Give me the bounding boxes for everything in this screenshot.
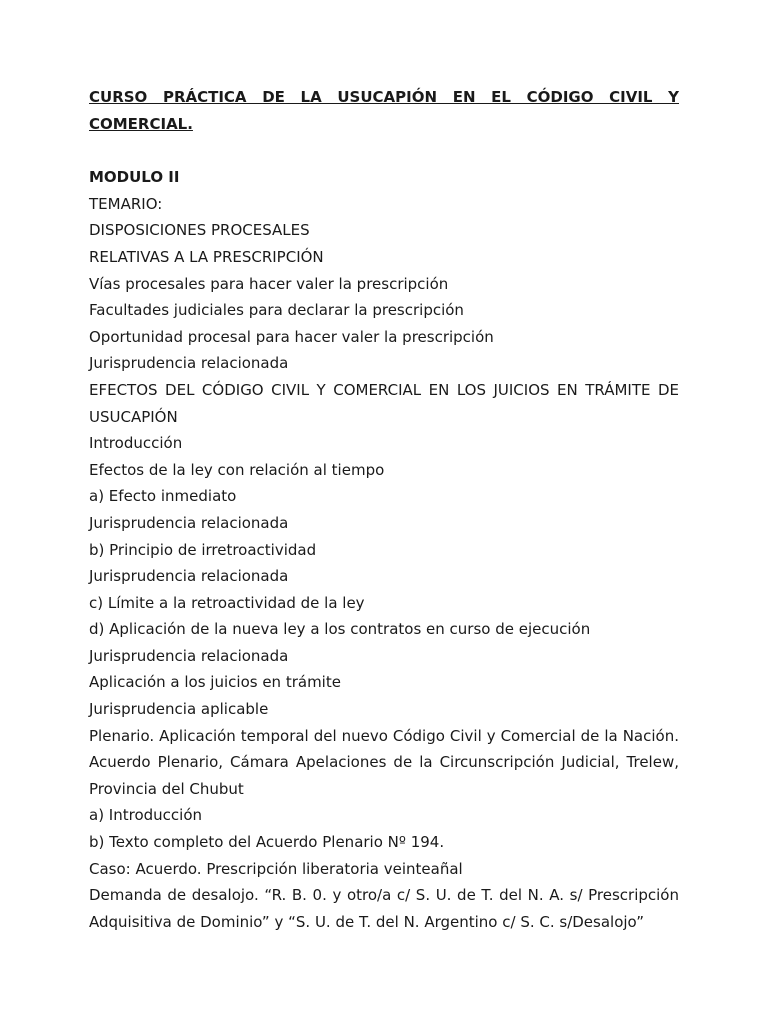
syllabus-line-text: EFECTOS DEL CÓDIGO CIVIL Y COMERCIAL EN LOS JUICIOS EN TRÁMITE DE: [89, 380, 679, 399]
document-page: [89, 84, 679, 935]
syllabus-line: Efectos de la ley con relación al tiempo: [89, 460, 385, 479]
spacer: [89, 137, 679, 164]
syllabus-line: Aplicación a los juicios en trámite: [89, 673, 341, 692]
title-line-1: CURSO PRÁCTICA DE LA USUCAPIÓN EN EL CÓDIGO CIVIL Y: [89, 88, 679, 106]
syllabus-line: [89, 749, 679, 776]
syllabus-line: USUCAPIÓN: [89, 407, 178, 426]
syllabus-line-text: Plenario. Aplicación temporal del nuevo Código Civil y Comercial de la Nación.: [89, 726, 679, 745]
syllabus-line: a) Efecto inmediato: [89, 487, 237, 506]
syllabus-line: b) Texto completo del Acuerdo Plenario Nº 194.: [89, 833, 445, 852]
syllabus-list: [89, 191, 679, 936]
syllabus-line: b) Principio de irretroactividad: [89, 540, 317, 559]
syllabus-line: Caso: Acuerdo. Prescripción liberatoria veinteañal: [89, 859, 463, 878]
syllabus-line: Introducción: [89, 434, 183, 453]
syllabus-line: Jurisprudencia relacionada: [89, 354, 289, 373]
syllabus-line-text: Acuerdo Plenario, Cámara Apelaciones de la Circunscripción Judicial, Trelew,: [89, 753, 679, 772]
syllabus-line: Jurisprudencia relacionada: [89, 513, 289, 532]
syllabus-line: a) Introducción: [89, 806, 203, 825]
syllabus-line: Jurisprudencia relacionada: [89, 646, 289, 665]
syllabus-line: Jurisprudencia relacionada: [89, 567, 289, 586]
syllabus-line: DISPOSICIONES PROCESALES: [89, 221, 310, 240]
syllabus-line-text: Demanda de desalojo. “R. B. 0. y otro/a c/ S. U. de T. del N. A. s/ Prescripción: [89, 886, 679, 905]
syllabus-line: Oportunidad procesal para hacer valer la prescripción: [89, 327, 494, 346]
syllabus-line: Vías procesales para hacer valer la prescripción: [89, 274, 449, 293]
syllabus-line: Provincia del Chubut: [89, 779, 244, 798]
syllabus-line: RELATIVAS A LA PRESCRIPCIÓN: [89, 247, 324, 266]
syllabus-line: Jurisprudencia aplicable: [89, 700, 269, 719]
module-heading: MODULO II: [89, 168, 180, 187]
syllabus-line: TEMARIO:: [89, 194, 163, 213]
syllabus-line: c) Límite a la retroactividad de la ley: [89, 593, 365, 612]
syllabus-line: [89, 723, 679, 750]
document-title: [89, 84, 679, 137]
syllabus-line: [89, 377, 679, 404]
syllabus-line: d) Aplicación de la nueva ley a los contratos en curso de ejecución: [89, 620, 591, 639]
title-line-2: COMERCIAL.: [89, 114, 193, 133]
syllabus-line: [89, 882, 679, 909]
syllabus-line: Adquisitiva de Dominio” y “S. U. de T. del N. Argentino c/ S. C. s/Desalojo”: [89, 912, 644, 931]
syllabus-line: Facultades judiciales para declarar la prescripción: [89, 301, 464, 320]
